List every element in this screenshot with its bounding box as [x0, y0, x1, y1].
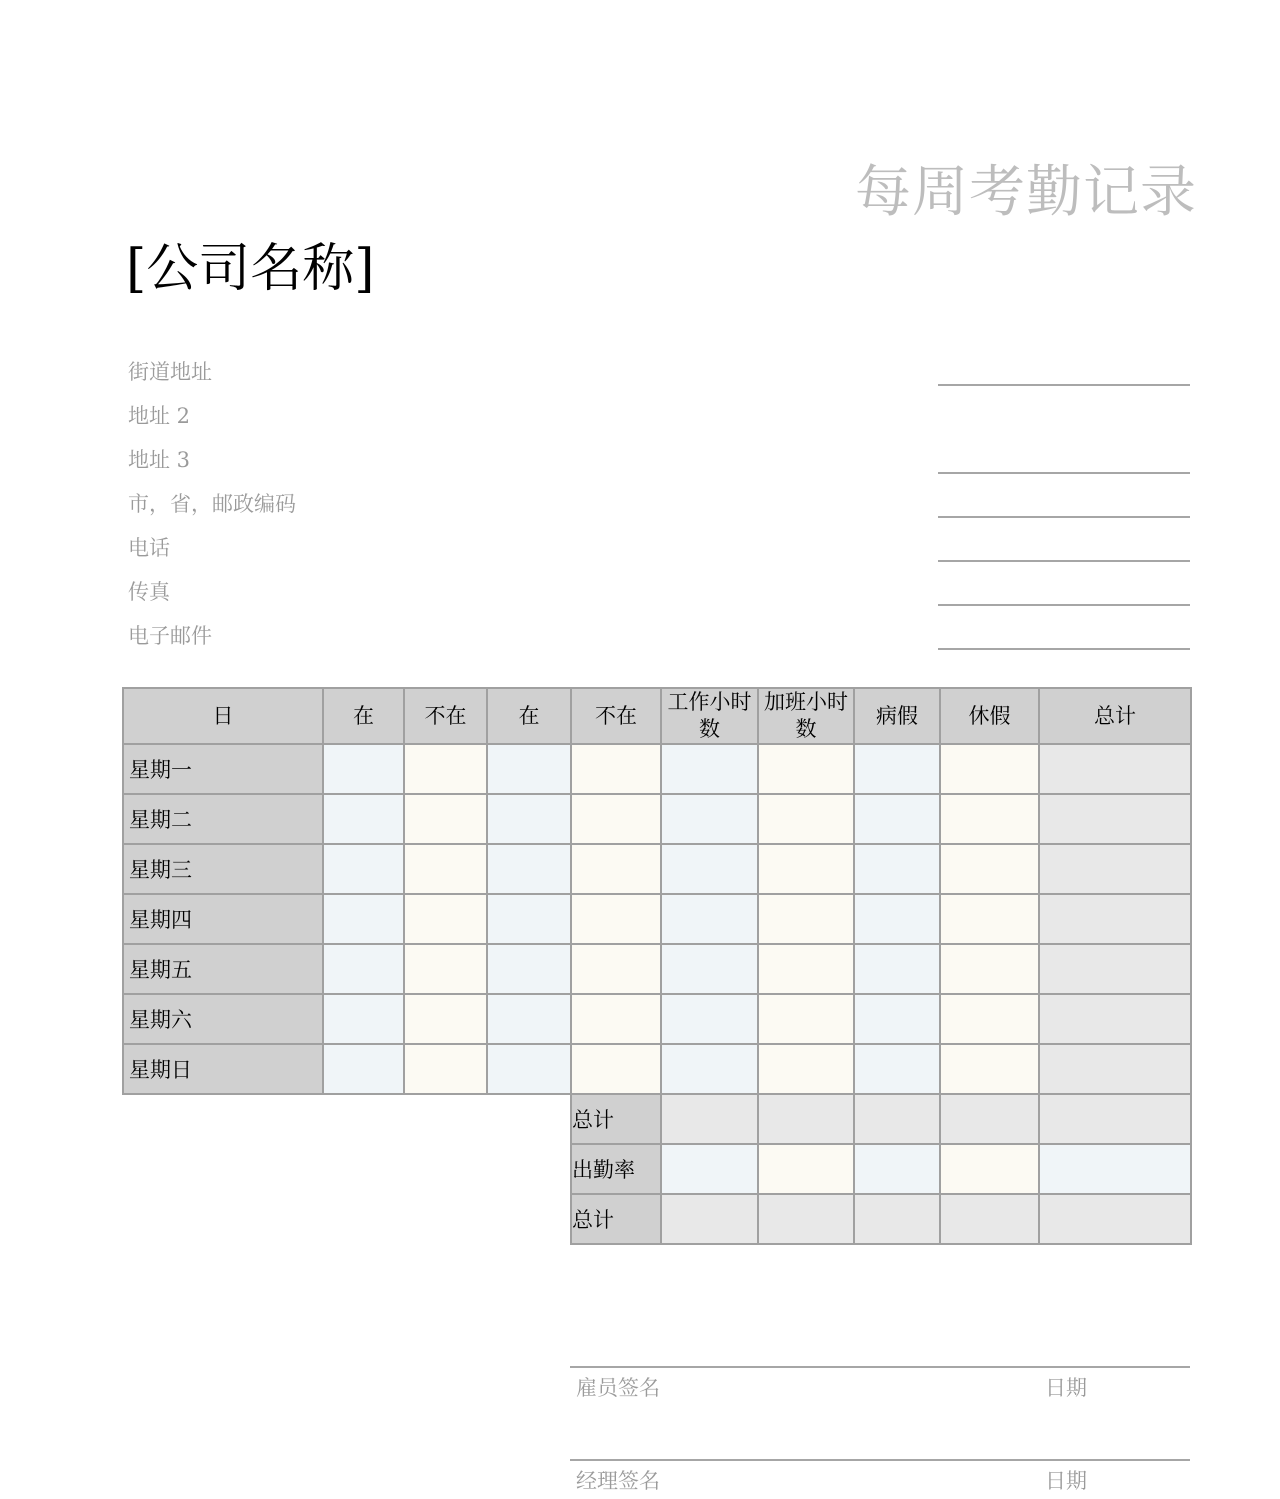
rate-cell[interactable] — [940, 1144, 1039, 1194]
vacation-cell[interactable] — [940, 894, 1039, 944]
header-in: 在 — [487, 688, 571, 744]
document-title: 每周考勤记录 — [855, 160, 1197, 225]
time-in-cell[interactable] — [323, 944, 404, 994]
sick-leave-cell[interactable] — [854, 994, 940, 1044]
field-underline[interactable] — [938, 384, 1190, 386]
time-in-cell[interactable] — [487, 894, 571, 944]
total-cell — [758, 1094, 854, 1144]
day-label: 星期一 — [123, 744, 323, 794]
table-row — [123, 894, 1191, 944]
rate-cell[interactable] — [1039, 1144, 1191, 1194]
time-in-cell[interactable] — [487, 994, 571, 1044]
street-address[interactable]: 街道地址 — [128, 360, 212, 384]
total-cell — [940, 1094, 1039, 1144]
time-out-cell[interactable] — [404, 894, 487, 944]
blank-cell — [323, 1144, 404, 1194]
employee-date-label: 日期 — [1045, 1376, 1087, 1400]
blank-cell — [404, 1094, 487, 1144]
time-in-cell[interactable] — [323, 744, 404, 794]
summary-row — [123, 1094, 1191, 1144]
time-out-cell[interactable] — [404, 1044, 487, 1094]
work-hours-cell[interactable] — [661, 1044, 758, 1094]
overtime-cell[interactable] — [758, 1044, 854, 1094]
blank-cell — [123, 1094, 323, 1144]
field-underline[interactable] — [938, 604, 1190, 606]
time-out-cell[interactable] — [404, 944, 487, 994]
time-out-cell[interactable] — [571, 994, 661, 1044]
sick-leave-cell[interactable] — [854, 894, 940, 944]
day-label: 星期三 — [123, 844, 323, 894]
total-hours-label: 总计 — [571, 1094, 661, 1144]
day-label: 星期日 — [123, 1044, 323, 1094]
fax-label[interactable]: 传真 — [128, 580, 170, 604]
day-label: 星期六 — [123, 994, 323, 1044]
work-hours-cell[interactable] — [661, 994, 758, 1044]
time-out-cell[interactable] — [571, 1044, 661, 1094]
total-cell — [1039, 1094, 1191, 1144]
work-hours-cell[interactable] — [661, 894, 758, 944]
attendance-table — [122, 687, 1192, 1245]
employee-signature-line[interactable] — [570, 1366, 1190, 1368]
sick-leave-cell[interactable] — [854, 844, 940, 894]
time-in-cell[interactable] — [323, 994, 404, 1044]
total-cell — [940, 1194, 1039, 1244]
time-out-cell[interactable] — [404, 744, 487, 794]
blank-cell — [487, 1094, 571, 1144]
vacation-cell[interactable] — [940, 744, 1039, 794]
time-in-cell[interactable] — [487, 794, 571, 844]
table-row — [123, 1044, 1191, 1094]
rate-cell[interactable] — [758, 1144, 854, 1194]
table-row — [123, 844, 1191, 894]
email-label[interactable]: 电子邮件 — [128, 624, 212, 648]
rate-cell[interactable] — [661, 1144, 758, 1194]
overtime-cell[interactable] — [758, 744, 854, 794]
vacation-cell[interactable] — [940, 794, 1039, 844]
sick-leave-cell[interactable] — [854, 944, 940, 994]
work-hours-cell[interactable] — [661, 794, 758, 844]
blank-cell — [404, 1144, 487, 1194]
header-work-hours: 工作小时数 — [661, 688, 758, 744]
sick-leave-cell[interactable] — [854, 1044, 940, 1094]
overtime-cell[interactable] — [758, 794, 854, 844]
sick-leave-cell[interactable] — [854, 744, 940, 794]
time-out-cell[interactable] — [571, 844, 661, 894]
blank-cell — [123, 1194, 323, 1244]
row-total-cell — [1039, 894, 1191, 944]
header-overtime-hours: 加班小时数 — [758, 688, 854, 744]
time-out-cell[interactable] — [571, 794, 661, 844]
header-out: 不在 — [571, 688, 661, 744]
summary-row — [123, 1194, 1191, 1244]
company-name[interactable]: [公司名称] — [126, 239, 375, 299]
header-in: 在 — [323, 688, 404, 744]
overtime-cell[interactable] — [758, 894, 854, 944]
header-total: 总计 — [1039, 688, 1191, 744]
time-out-cell[interactable] — [571, 894, 661, 944]
blank-cell — [123, 1144, 323, 1194]
row-total-cell — [1039, 844, 1191, 894]
address-line-2[interactable]: 地址 2 — [128, 404, 191, 428]
overtime-cell[interactable] — [758, 994, 854, 1044]
field-underline[interactable] — [938, 648, 1190, 650]
header-day: 日 — [123, 688, 323, 744]
total-cell — [854, 1094, 940, 1144]
vacation-cell[interactable] — [940, 994, 1039, 1044]
row-total-cell — [1039, 1044, 1191, 1094]
field-underline[interactable] — [938, 516, 1190, 518]
total-cell — [1039, 1194, 1191, 1244]
day-label: 星期五 — [123, 944, 323, 994]
time-in-cell[interactable] — [487, 844, 571, 894]
blank-cell — [323, 1094, 404, 1144]
total-cell — [758, 1194, 854, 1244]
overtime-cell[interactable] — [758, 844, 854, 894]
field-underline[interactable] — [938, 472, 1190, 474]
blank-cell — [323, 1194, 404, 1244]
time-in-cell[interactable] — [487, 944, 571, 994]
time-in-cell[interactable] — [487, 744, 571, 794]
attendance-rate-label: 出勤率 — [571, 1144, 661, 1194]
table-header-row — [123, 688, 1191, 744]
total-pay-label: 总计 — [571, 1194, 661, 1244]
work-hours-cell[interactable] — [661, 944, 758, 994]
time-out-cell[interactable] — [404, 994, 487, 1044]
blank-cell — [404, 1194, 487, 1244]
time-in-cell[interactable] — [487, 1044, 571, 1094]
row-total-cell — [1039, 794, 1191, 844]
employee-signature-label: 雇员签名 — [576, 1376, 660, 1400]
manager-signature-line[interactable] — [570, 1459, 1190, 1461]
phone-label[interactable]: 电话 — [128, 536, 170, 560]
time-out-cell[interactable] — [404, 844, 487, 894]
header-sick-leave: 病假 — [854, 688, 940, 744]
time-in-cell[interactable] — [323, 894, 404, 944]
work-hours-cell[interactable] — [661, 744, 758, 794]
manager-signature-label: 经理签名 — [576, 1469, 660, 1493]
time-out-cell[interactable] — [571, 744, 661, 794]
row-total-cell — [1039, 994, 1191, 1044]
table-row — [123, 794, 1191, 844]
work-hours-cell[interactable] — [661, 844, 758, 894]
time-in-cell[interactable] — [323, 1044, 404, 1094]
overtime-cell[interactable] — [758, 944, 854, 994]
table-row — [123, 744, 1191, 794]
summary-row — [123, 1144, 1191, 1194]
vacation-cell[interactable] — [940, 1044, 1039, 1094]
blank-cell — [487, 1194, 571, 1244]
day-label: 星期四 — [123, 894, 323, 944]
blank-cell — [487, 1144, 571, 1194]
table-row — [123, 994, 1191, 1044]
vacation-cell[interactable] — [940, 844, 1039, 894]
address-line-3[interactable]: 地址 3 — [128, 448, 191, 472]
manager-date-label: 日期 — [1045, 1469, 1087, 1493]
total-cell — [661, 1094, 758, 1144]
time-in-cell[interactable] — [323, 844, 404, 894]
time-out-cell[interactable] — [404, 794, 487, 844]
vacation-cell[interactable] — [940, 944, 1039, 994]
rate-cell[interactable] — [854, 1144, 940, 1194]
row-total-cell — [1039, 744, 1191, 794]
header-out: 不在 — [404, 688, 487, 744]
field-underline[interactable] — [938, 560, 1190, 562]
header-vacation: 休假 — [940, 688, 1039, 744]
day-label: 星期二 — [123, 794, 323, 844]
time-out-cell[interactable] — [571, 944, 661, 994]
row-total-cell — [1039, 944, 1191, 994]
table-row — [123, 944, 1191, 994]
city-province-zip[interactable]: 市，省，邮政编码 — [128, 492, 296, 516]
total-cell — [854, 1194, 940, 1244]
total-cell — [661, 1194, 758, 1244]
sick-leave-cell[interactable] — [854, 794, 940, 844]
time-in-cell[interactable] — [323, 794, 404, 844]
